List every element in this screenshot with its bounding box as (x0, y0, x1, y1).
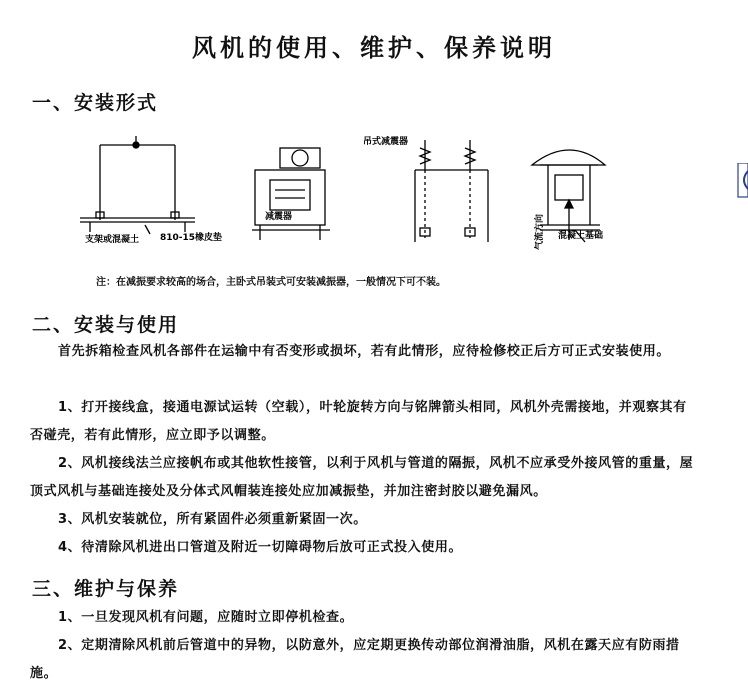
paragraph-intro: 首先拆箱检查风机各部件在运输中有否变形或损坏，若有此情形，应待检修校正后方可正式安装使用。 (58, 344, 671, 359)
section-heading-maintenance: 三、维护与保养 (32, 578, 180, 600)
label-damper: 减震器 (265, 212, 293, 222)
diagram-hanging-fan (415, 140, 488, 242)
diagram-box-fan (252, 148, 330, 240)
diagram-floor-support (80, 136, 195, 234)
list-item: 4、待清除风机进出口管道及附近一切障碍物后放可正式投入使用。 (58, 540, 463, 555)
list-item: 1、一旦发现风机有问题，应随时立即停机检查。 (58, 610, 354, 625)
label-pad: 810-15橡皮垫 (160, 233, 223, 243)
label-airflow: 气流方向 (535, 213, 545, 250)
list-item: 1、打开接线盒，接通电源试运转（空载），叶轮旋转方向与铭牌箭头相同，风机外壳需接地，并观察其有否碰壳，若有此情形，应立即予以调整。 (30, 400, 687, 443)
label-hanging-damper: 吊式减震器 (363, 137, 409, 147)
list-item: 2、风机接线法兰应接帆布或其他软性接管，以利于风机与管道的隔振，风机不应承受外接风管的重量，屋顶式风机与基础连接处及分体式风帽装连接处应加减振垫，并加注密封胶以避免漏风。 (30, 456, 694, 499)
edge-logo-icon (736, 163, 748, 205)
label-concrete-base: 混凝土基础 (558, 231, 604, 241)
document-title: 风机的使用、维护、保养说明 (192, 34, 556, 62)
section-heading-installation-use: 二、安装与使用 (32, 314, 180, 336)
list-item: 3、风机安装就位，所有紧固件必须重新紧固一次。 (58, 512, 367, 527)
label-support: 支架或混凝土 (85, 235, 140, 245)
installation-note: 注：在减振要求较高的场合，主卧式吊装式可安装减振器，一般情况下可不装。 (96, 277, 446, 288)
list-item: 2、定期清除风机前后管道中的异物，以防意外，应定期更换传动部位润滑油脂，风机在露天应有防雨措施。 (30, 638, 680, 681)
installation-diagrams (70, 130, 640, 255)
section-heading-installation-forms: 一、安装形式 (32, 92, 159, 114)
